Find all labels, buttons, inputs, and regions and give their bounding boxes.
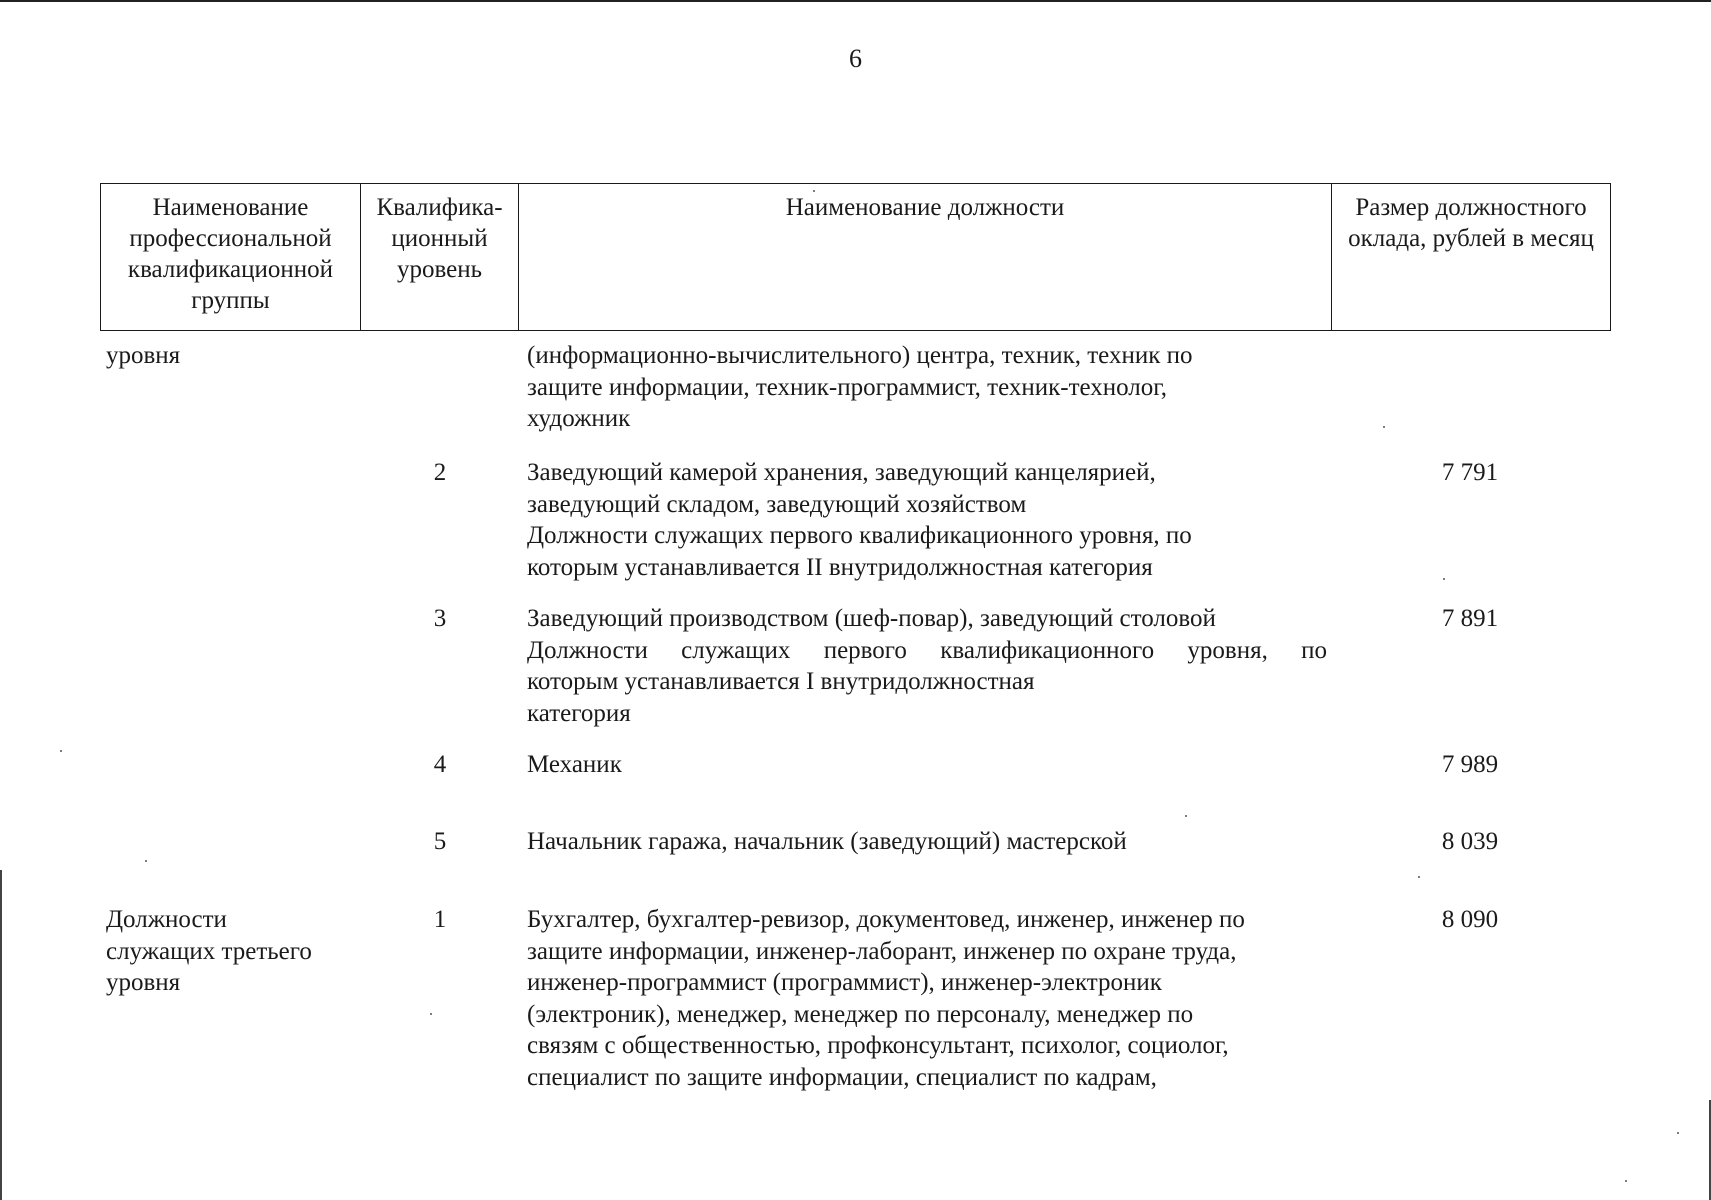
position-line: Заведующий производством (шеф-повар), заведующий столовой (527, 605, 1216, 632)
position-line: специалист по защите информации, специалист по кадрам, (527, 1063, 1157, 1091)
position-line: Должности служащих первого квалификационного уровня, по (527, 522, 1192, 549)
scan-speck (145, 860, 147, 862)
level-cell: 3 (433, 605, 447, 632)
position-line: (информационно-вычислительного) центра, техник, техник по (527, 342, 1193, 369)
scan-speck (1625, 1180, 1627, 1182)
page-number: 6 (849, 44, 862, 73)
level-cell: 2 (433, 459, 447, 486)
group-cell: уровня (106, 969, 181, 996)
scan-speck (1677, 1132, 1679, 1134)
table-header (100, 183, 1611, 331)
salary-cell: 7 791 (1441, 459, 1499, 486)
salary-cell: 7 989 (1441, 751, 1499, 778)
scan-speck (1443, 578, 1445, 580)
salary-cell: 8 039 (1441, 828, 1499, 855)
header-group-name: Наименование профессиональной квалификационной группы (101, 184, 361, 331)
level-cell: 5 (433, 828, 447, 855)
scan-edge-left (0, 870, 2, 1200)
salary-cell: 8 090 (1441, 906, 1499, 933)
level-cell: 4 (433, 751, 447, 778)
level-cell: 1 (433, 906, 447, 933)
scan-speck (60, 750, 62, 752)
scan-speck (1383, 426, 1385, 428)
position-line: заведующий складом, заведующий хозяйством (527, 490, 1027, 518)
header-level: Квалифика-ционный уровень (361, 184, 519, 331)
position-line: категория (527, 699, 631, 727)
position-line: художник (527, 405, 631, 432)
page-top-rule (0, 0, 1711, 2)
position-line: защите информации, техник-программист, техник-технолог, (527, 373, 1167, 401)
group-cell: уровня (106, 342, 181, 369)
scan-speck (430, 1013, 432, 1015)
scan-speck (1418, 876, 1420, 878)
position-line: которым устанавливается II внутридолжностная категория (527, 553, 1153, 581)
position-line: которым устанавливается I внутридолжностная (527, 668, 1035, 695)
position-line: связям с общественностью, профконсультант, психолог, социолог, (527, 1032, 1229, 1059)
position-line: Бухгалтер, бухгалтер-ревизор, документовед, инженер, инженер по (527, 906, 1245, 933)
scan-speck (813, 190, 815, 192)
group-cell: служащих третьего (106, 937, 312, 965)
header-position-name: Наименование должности (519, 184, 1332, 331)
salary-cell: 7 891 (1441, 605, 1499, 632)
scan-speck (1185, 815, 1187, 817)
position-line: инженер-программист (программист), инженер-электроник (527, 969, 1162, 996)
position-line: Механик (527, 751, 622, 778)
position-line: защите информации, инженер-лаборант, инженер по охране труда, (527, 937, 1237, 965)
position-line: Начальник гаража, начальник (заведующий) мастерской (527, 828, 1127, 855)
header-salary: Размер должностного оклада, рублей в месяц (1332, 184, 1611, 331)
position-line: (электроник), менеджер, менеджер по персоналу, менеджер по (527, 1000, 1194, 1028)
position-line: Должности служащих первого квалификационного уровня, по (527, 636, 1327, 664)
group-cell: Должности (106, 906, 227, 933)
position-line: Заведующий камерой хранения, заведующий канцелярией, (527, 459, 1156, 486)
